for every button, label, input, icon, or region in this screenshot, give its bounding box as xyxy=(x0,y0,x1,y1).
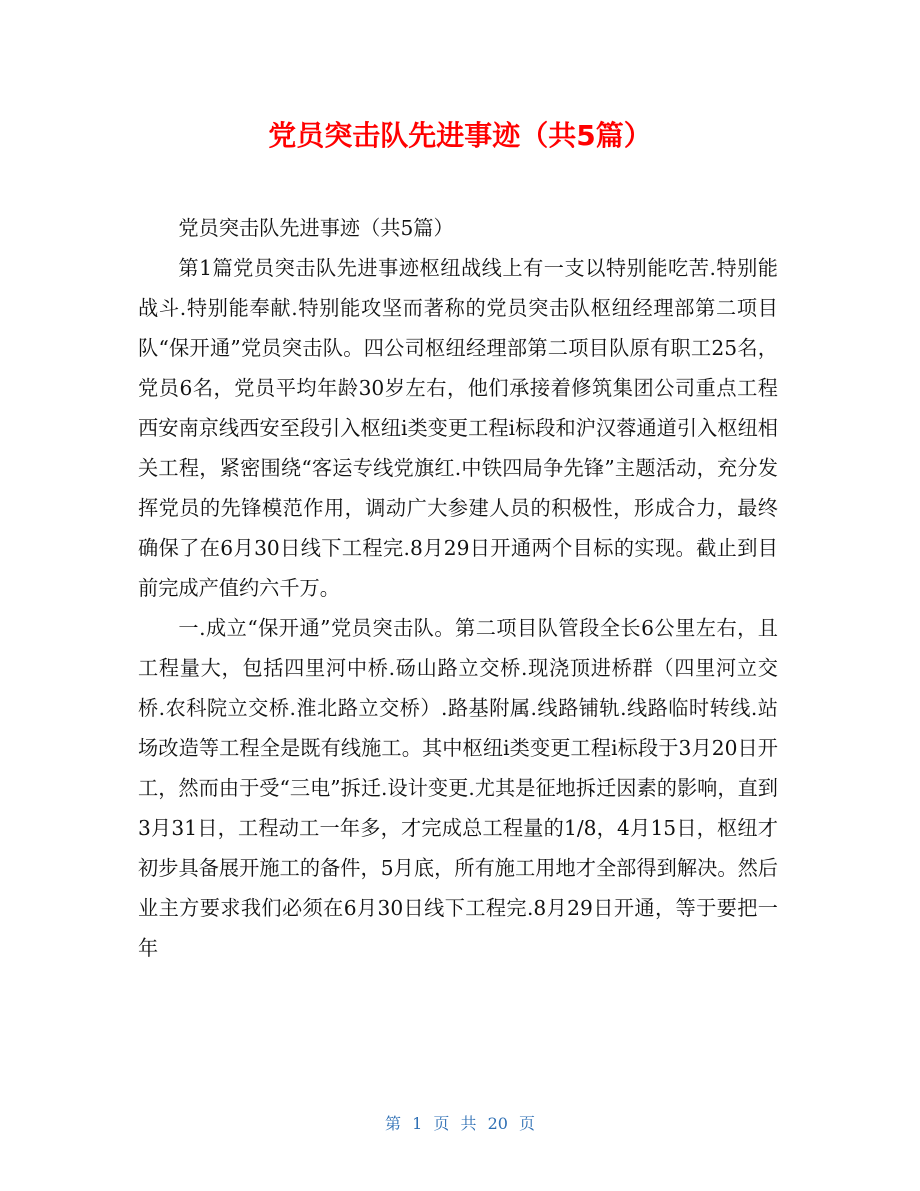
footer-label-page: 第 xyxy=(384,1114,401,1133)
footer-label-total: 共 xyxy=(460,1114,477,1133)
paragraph-1: 第1篇党员突击队先进事迹枢纽战线上有一支以特别能吃苦.特别能战斗.特别能奉献.特别能攻坚而著称的党员突击队枢纽经理部第二项目队“保开通”党员突击队。四公司枢纽经理部第二项目队原有职工25名，党员6名，党员平均年龄30岁左右，他们承接着修筑集团公司重点工程西安南京线西安至段引入枢纽i类变更工程i标段和沪汉蓉通道引入枢纽相关工程，紧密围绕“客运专线党旗红.中铁四局争先锋”主题活动，充分发挥党员的先锋模范作用，调动广大参建人员的积极性，形成合力，最终确保了在6月30日线下工程完.8月29日开通两个目标的实现。截止到目前完成产值约六千万。 xyxy=(138,256,778,600)
footer-label-ye2: 页 xyxy=(519,1114,536,1133)
footer-total-pages: 20 xyxy=(487,1114,508,1133)
paragraph-subtitle: 党员突击队先进事迹（共5篇） xyxy=(178,216,454,240)
document-body xyxy=(138,208,778,968)
document-title: 党员突击队先进事迹（共5篇） xyxy=(268,119,652,152)
page-footer xyxy=(0,1112,920,1136)
paragraph-2: 一.成立“保开通”党员突击队。第二项目队管段全长6公里左右，且工程量大，包括四里河中桥.砀山路立交桥.现浇顶进桥群（四里河立交桥.农科院立交桥.淮北路立交桥）.路基附属.线路铺轨.线路临时转线.站场改造等工程全是既有线施工。其中枢纽i类变更工程i标段于3月20日开工，然而由于受“三电”拆迁.设计变更.尤其是征地拆迁因素的影响，直到3月31日，工程动工一年多，才完成总工程量的1/8，4月15日，枢纽才初步具备展开施工的备件，5月底，所有施工用地才全部得到解决。然后业主方要求我们必须在6月30日线下工程完.8月29日开通，等于要把一年 xyxy=(138,616,778,960)
footer-label-ye: 页 xyxy=(433,1114,450,1133)
footer-current-page: 1 xyxy=(412,1114,423,1133)
